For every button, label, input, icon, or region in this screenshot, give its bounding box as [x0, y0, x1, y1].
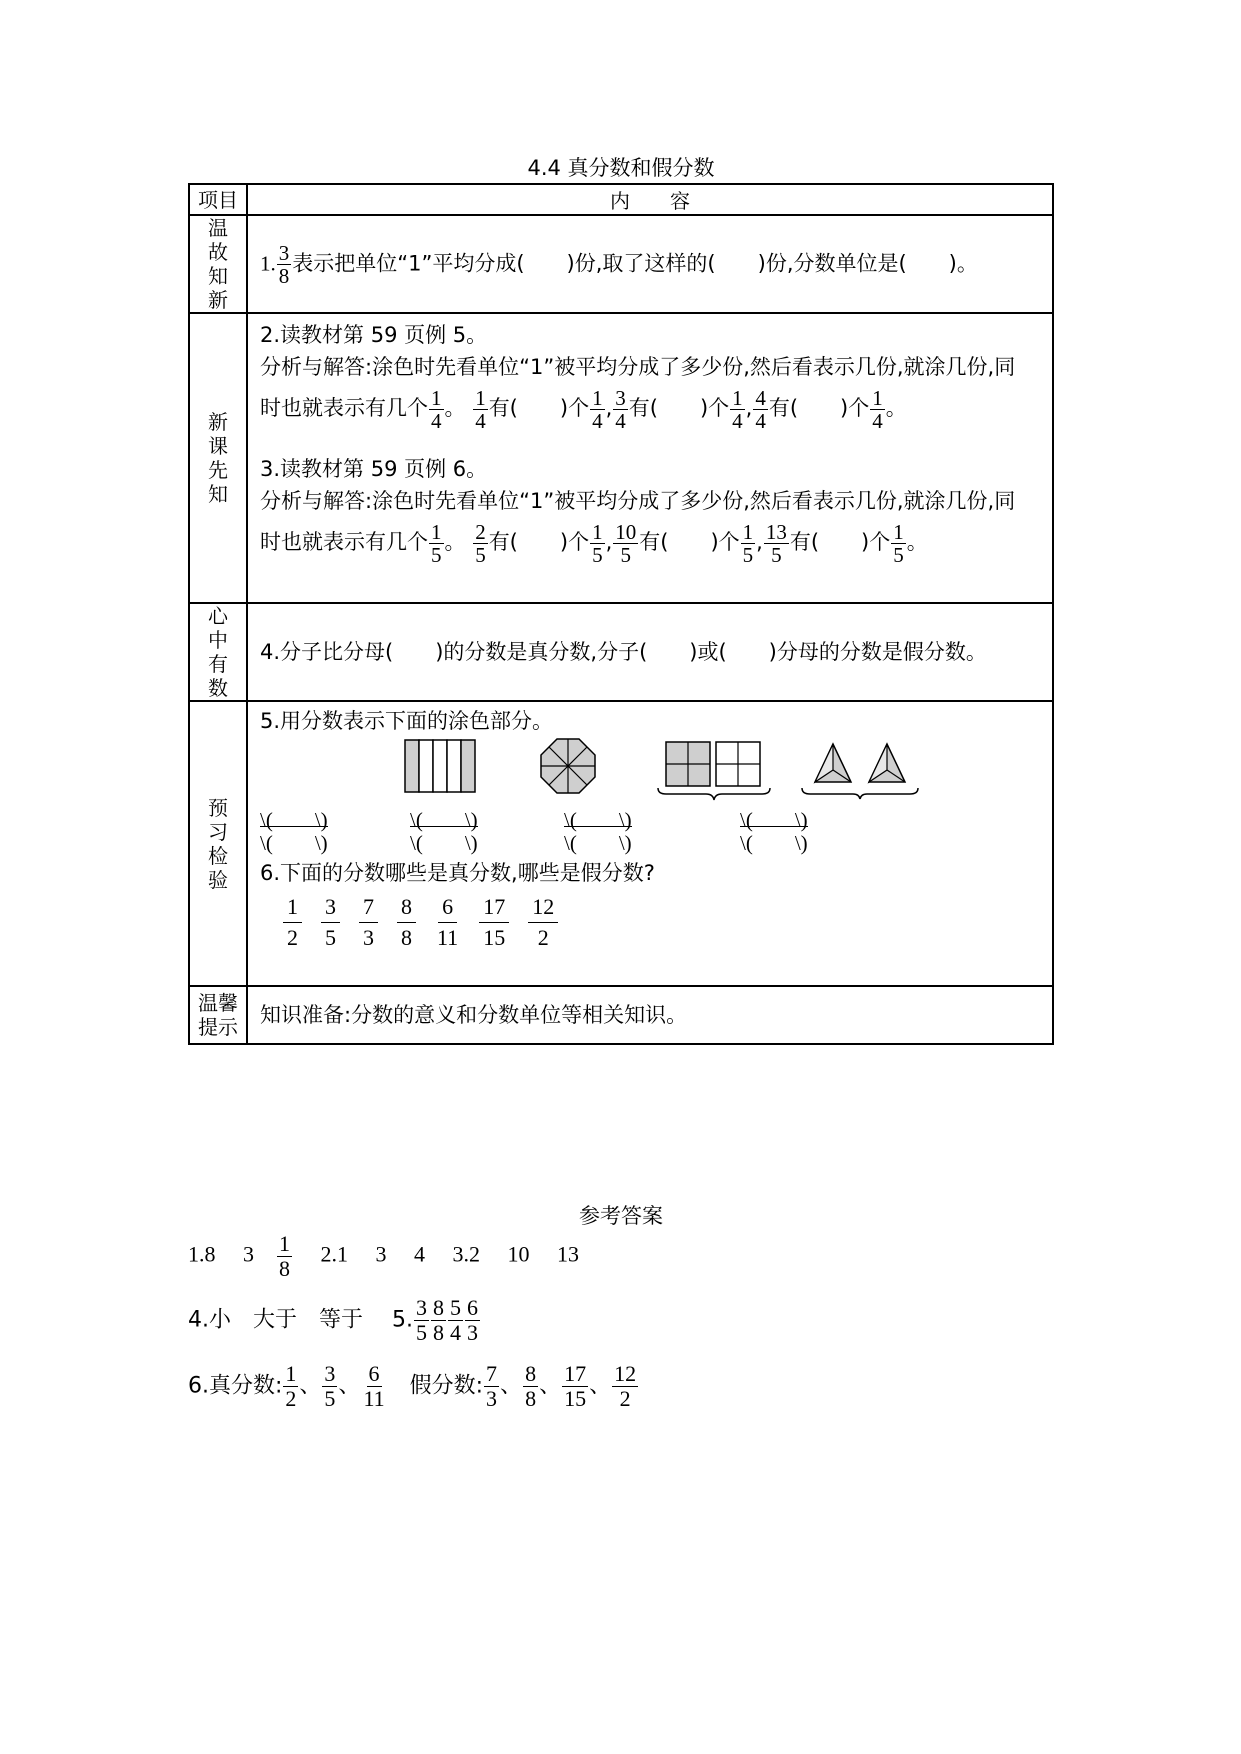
q2-head: 2.读教材第 59 页例 5。 [260, 323, 488, 347]
denominator: 11 [363, 1386, 385, 1411]
denominator: 5 [620, 542, 632, 567]
header-content: 内 容 [247, 184, 1053, 215]
denominator: 8 [432, 1320, 444, 1345]
two-triangles-figure [802, 744, 918, 799]
fraction [764, 521, 789, 566]
text: 时也就表示有几个 [260, 396, 428, 420]
numerator: 6 [438, 892, 457, 923]
numerator: 3 [324, 1361, 336, 1386]
separator: 、 [539, 1373, 562, 1399]
fraction [891, 521, 906, 566]
content-summary [247, 603, 1053, 701]
label-preview [189, 313, 247, 603]
denominator: 4 [732, 408, 743, 433]
label-char: 新 [208, 410, 228, 434]
fraction [448, 1296, 463, 1345]
blank-1-top: \( \) [260, 808, 328, 832]
numerator: 2 [475, 519, 486, 544]
fraction [277, 1232, 292, 1281]
fraction [429, 387, 444, 432]
fraction [359, 892, 378, 953]
fraction [741, 521, 756, 566]
octagon-figure [541, 739, 595, 793]
label-line: 温馨 [198, 991, 238, 1015]
numerator: 12 [528, 892, 558, 923]
answer-line-2 [188, 1296, 481, 1345]
label-char: 先 [208, 458, 228, 482]
denominator: 2 [287, 925, 298, 950]
fraction [361, 1362, 386, 1411]
text: , [745, 396, 753, 420]
numerator: 17 [479, 892, 509, 923]
numerator: 10 [615, 519, 637, 544]
answers-title: 参考答案 [579, 1204, 663, 1228]
text: , [605, 530, 613, 554]
q1-text: 表示把单位“1”平均分成( )份,取了这样的( )份,分数单位是( )。 [292, 251, 978, 275]
denominator: 3 [363, 925, 374, 950]
fraction [613, 387, 628, 432]
denominator: 11 [437, 925, 459, 950]
label-char: 验 [208, 867, 228, 892]
fraction [431, 1296, 446, 1345]
fraction [523, 1362, 538, 1411]
q1-number: 1. [260, 251, 276, 275]
shaded-figures [248, 736, 1048, 804]
content-check [247, 701, 1053, 986]
numerator: 7 [359, 892, 378, 923]
fraction [484, 1362, 499, 1411]
q2-line3 [260, 382, 1052, 434]
denominator: 8 [525, 1386, 537, 1411]
numerator: 1 [285, 1361, 297, 1386]
label-char: 故 [208, 240, 228, 264]
fraction [277, 242, 292, 287]
label-char: 知 [208, 264, 228, 288]
text: 4.小 大于 等于 5. [188, 1307, 413, 1333]
numerator: 1 [872, 385, 883, 410]
blank-2-bottom: \( \) [410, 826, 478, 857]
text: 假分数: [387, 1373, 484, 1399]
numerator: 13 [765, 519, 787, 544]
content-preview [247, 313, 1053, 603]
numerator: 1 [893, 519, 904, 544]
blank-3-top: \( \) [564, 808, 632, 832]
numerator: 3 [321, 892, 340, 923]
question-5: 5.用分数表示下面的涂色部分。 [260, 709, 554, 733]
two-squares-figure [658, 742, 770, 800]
text: 。 [444, 530, 466, 554]
denominator: 15 [564, 1386, 587, 1411]
label-char: 预 [208, 795, 228, 820]
numerator: 1 [592, 519, 603, 544]
text: 时也就表示有几个 [260, 530, 428, 554]
text: 有( )个 [628, 396, 730, 420]
label-char: 中 [208, 628, 228, 652]
label-tip [189, 986, 247, 1044]
denominator: 4 [592, 408, 603, 433]
text: 有( )个 [789, 530, 891, 554]
striped-rectangle-figure [405, 740, 475, 792]
numerator: 8 [397, 892, 416, 923]
text: 有( )个 [639, 530, 740, 554]
label-char: 新 [208, 288, 228, 312]
denominator: 8 [279, 1256, 290, 1281]
answer-blanks [248, 804, 1052, 856]
label-summary [189, 603, 247, 701]
text: , [605, 396, 613, 420]
numerator: 4 [755, 385, 766, 410]
text: 2.1 3 4 3.2 10 13 [293, 1241, 579, 1267]
fraction [283, 892, 302, 953]
text: 。 [885, 396, 907, 420]
text: 6.真分数: [188, 1373, 283, 1399]
denominator: 5 [893, 542, 904, 567]
blank-4-top: \( \) [740, 808, 808, 832]
numerator: 1 [742, 519, 754, 544]
denominator: 4 [431, 408, 442, 433]
numerator: 17 [564, 1361, 587, 1386]
numerator: 3 [278, 240, 290, 265]
fraction [590, 387, 605, 432]
blank-3-bottom: \( \) [564, 826, 632, 857]
row-review [189, 215, 1053, 313]
numerator: 7 [486, 1361, 498, 1386]
label-line: 提示 [198, 1015, 238, 1039]
numerator: 3 [415, 1295, 427, 1320]
numerator: 1 [431, 519, 442, 544]
denominator: 5 [592, 542, 603, 567]
denominator: 2 [285, 1386, 297, 1411]
fraction [397, 892, 416, 953]
document-title: 4.4 真分数和假分数 [527, 156, 715, 180]
content-tip [247, 986, 1053, 1044]
fraction [435, 892, 460, 953]
text: 。 [444, 396, 466, 420]
row-summary [189, 603, 1053, 701]
label-check [189, 701, 247, 986]
numerator: 6 [368, 1361, 380, 1386]
label-char: 数 [208, 676, 228, 700]
denominator: 4 [755, 408, 766, 433]
q3-head: 3.读教材第 59 页例 6。 [260, 457, 488, 481]
question-6: 6.下面的分数哪些是真分数,哪些是假分数? [260, 861, 655, 885]
fraction [562, 1362, 588, 1411]
numerator: 1 [592, 385, 603, 410]
row-check [189, 701, 1053, 986]
answer-line-3 [188, 1362, 639, 1411]
denominator: 2 [619, 1386, 631, 1411]
text: 。 [906, 530, 928, 554]
row-preview [189, 313, 1053, 603]
label-char: 课 [208, 434, 228, 458]
text: 有( )个 [768, 396, 870, 420]
label-char: 心 [208, 604, 228, 628]
text: 1.8 3 [188, 1241, 276, 1267]
numerator: 12 [614, 1361, 637, 1386]
denominator: 5 [742, 542, 754, 567]
numerator: 3 [615, 385, 626, 410]
denominator: 5 [324, 1386, 336, 1411]
tip-text: 知识准备:分数的意义和分数单位等相关知识。 [260, 1003, 688, 1027]
numerator: 8 [525, 1361, 537, 1386]
fraction [870, 387, 885, 432]
denominator: 8 [401, 925, 412, 950]
denominator: 15 [483, 925, 506, 950]
fraction [590, 521, 605, 566]
text: 有( )个 [488, 396, 590, 420]
content-review [247, 215, 1053, 313]
denominator: 4 [615, 408, 626, 433]
label-char: 检 [208, 843, 228, 868]
denominator: 4 [872, 408, 883, 433]
fraction [465, 1296, 480, 1345]
label-review [189, 215, 247, 313]
fraction [473, 387, 488, 432]
denominator: 5 [325, 925, 336, 950]
worksheet-table [188, 183, 1054, 1045]
blank-2-top: \( \) [410, 808, 478, 832]
answer-line-1 [188, 1232, 579, 1281]
separator: 、 [589, 1373, 612, 1399]
separator: 、 [500, 1373, 523, 1399]
numerator: 6 [466, 1295, 478, 1320]
fraction [613, 521, 638, 566]
numerator: 1 [475, 385, 486, 410]
text: , [756, 530, 763, 554]
denominator: 5 [771, 542, 782, 567]
numerator: 1 [279, 1231, 290, 1256]
numerator: 1 [431, 385, 442, 410]
text: 有( )个 [488, 530, 590, 554]
label-char: 习 [208, 819, 228, 844]
denominator: 8 [278, 263, 290, 288]
numerator: 8 [432, 1295, 444, 1320]
label-char: 有 [208, 652, 228, 676]
fraction [414, 1296, 429, 1345]
header-item: 项目 [189, 184, 247, 215]
q3-analysis: 分析与解答:涂色时先看单位“1”被平均分成了多少份,然后看表示几份,就涂几份,同 [260, 489, 1016, 513]
fraction [322, 1362, 337, 1411]
numerator: 1 [283, 892, 302, 923]
question-1 [260, 242, 1052, 287]
denominator: 3 [466, 1320, 478, 1345]
denominator: 4 [475, 408, 486, 433]
denominator: 5 [415, 1320, 427, 1345]
denominator: 4 [449, 1320, 461, 1345]
q2-analysis: 分析与解答:涂色时先看单位“1”被平均分成了多少份,然后看表示几份,就涂几份,同 [260, 355, 1016, 379]
blank-1-bottom: \( \) [260, 826, 328, 857]
denominator: 2 [537, 925, 549, 950]
denominator: 3 [486, 1386, 498, 1411]
label-char: 温 [208, 216, 228, 240]
numerator: 5 [449, 1295, 461, 1320]
q3-line3 [260, 516, 1052, 568]
numerator: 1 [732, 385, 743, 410]
fraction [753, 387, 768, 432]
row-tip [189, 986, 1053, 1044]
header-row [189, 184, 1053, 215]
separator: 、 [338, 1373, 361, 1399]
fraction [612, 1362, 638, 1411]
fraction [473, 521, 488, 566]
fraction [283, 1362, 298, 1411]
fraction [479, 892, 509, 953]
fraction-list [282, 892, 1052, 953]
label-char: 知 [208, 482, 228, 506]
denominator: 5 [475, 542, 486, 567]
fraction [528, 892, 558, 953]
blank-4-bottom: \( \) [740, 826, 808, 857]
question-4: 4.分子比分母( )的分数是真分数,分子( )或( )分母的分数是假分数。 [260, 640, 987, 664]
fraction [730, 387, 745, 432]
fraction [429, 521, 444, 566]
fraction [321, 892, 340, 953]
separator: 、 [299, 1373, 322, 1399]
denominator: 5 [431, 542, 442, 567]
